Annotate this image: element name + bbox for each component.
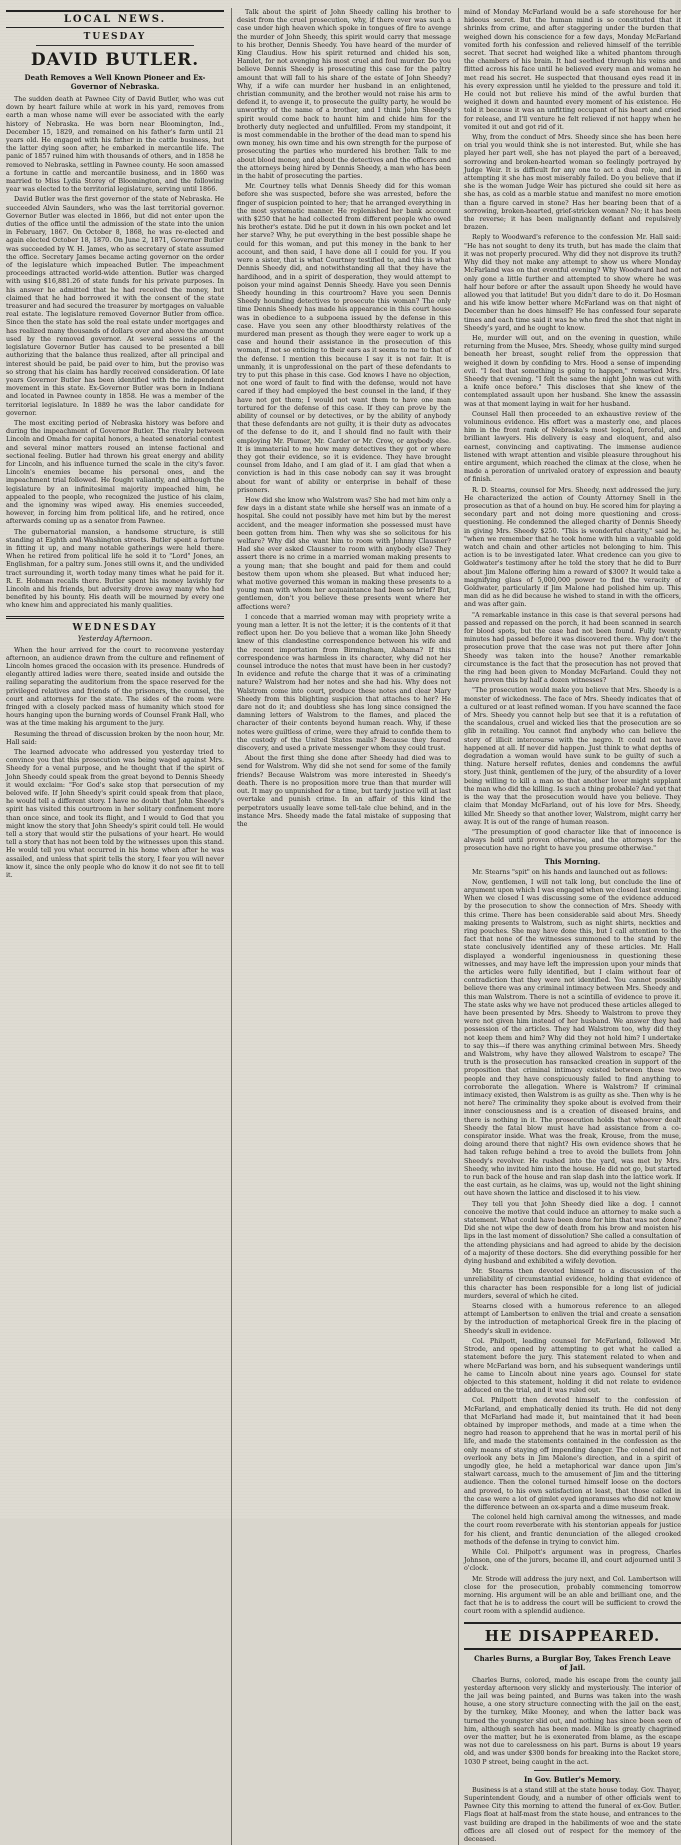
article-paragraph: When the hour arrived for the court to reconvene yesterday afternoon, an audience drawn from the culture and refinement of Lincoln homes graced the occasion with its presence. Hundreds of elegantly attired ladies were there, seated inside and outside the railing separating the auditorium from the space reserved for the privileged relatives and friends of the prisoners, the counsel, the court and attorneys for the state. The sides of the room were fringed with a closely packed mass of humanity which stood for hours hanging upon the burning words of Counsel Frank Hall, who was at the time making his argument to the jury.	[6, 645, 224, 728]
article-paragraph: While Col. Philpott's argument was in progress, Charles Johnson, one of the jurors, became ill, and court adjourned until 3 o'clock.	[464, 1547, 681, 1573]
article-paragraph: The sudden death at Pawnee City of David Butler, who was cut down by heart failure while at work in his yard, removes from earth a man whose name will ever be associated with the early history of Nebraska. He was born near Bloomington, Ind., December 15, 1829, and remained on his father's farm until 21 years old. He engaged with his father in the cattle business, but the latter dying soon after, he embarked in mercantile life. The panic of 1857 ruined him with thousands of others, and in 1858 he removed to Nebraska, settling in Pawnee county. He soon amassed a fortune in cattle and mercantile business, and in 1860 was married to Miss Lydia Storey of Bloomington, and the following year was elected to the territorial legislature, serving until 1866.	[6, 95, 224, 194]
article-paragraph: Now, gentlemen, I will not talk long, but conclude the line of argument upon which I was engaged when we closed last evening. When we closed I was discussing some of the evidence adduced by the prosecution to show the connection of Mrs. Sheedy with this crime. There has been considerable said about Mrs. Sheedy making presents to Walstrom, such as night shirts, neckties and ring pouches. She may have done this, but I call attention to the fact that none of the witnesses summoned to the stand by the state conclusively identified any of these articles. Mr. Hall displayed a wonderful ingeniousness in questioning these witnesses, and may have left the impression upon your minds that the articles were fully identified, but I claim without fear of contradiction that they were not identified. You cannot possibly believe there was any criminal intimacy between Mrs. Sheedy and this man Walstrom. There is not a scintilla of evidence to prove it. The state asks why we have not produced these articles alleged to have been presented by Mrs. Sheedy to Walstrom to prove they were not given him instead of her husband. We answer they had possession of the articles. They had Walstrom too, why did they not keep them and him? Why did they not hold him? I undertake to say this—if there was anything criminal between Mrs. Sheedy and Walstrom, why have they allowed Walstrom to escape? The truth is the prosecution has ransacked creation in support of the proposition that criminal intimacy existed between these two people and they have conspicuously failed to find anything to corroborate the allegation. Where is Walstrom? If criminal intimacy existed, then Walstrom is as guilty as she. Then why is he not here? The criminality they spoke about is evolved from their inner consciousness and is a creation of diseased brains, and there is nothing in it. The prosecution holds that whoever dealt Sheedy the fatal blow must have had assistance from a co-conspirator inside. What was the freak, Krouse, from the muse, doing around there that night? His own evidence shows that he had taken refuge behind a tree to avoid the bullets from John Sheedy's revolver. He rushed into the yard, was met by Mrs. Sheedy, who invited him into the house. He did not go, but started to run back of the house and ran slap dash into the lattice work. If the east curtain, as he claims, was up, would not the light shining out have shown the lattice and disclosed it to his view.	[464, 877, 681, 1198]
article-paragraph: I concede that a married woman may with propriety write a young man a letter. It is not the letter; it is the contents of it that reflect upon her. Do you believe that a woman like John Sheedy knew of this clandestine correspondence between his wife and the recent importation from Birmingham, Alabama? If this correspondence was harmless in its character, why did not her counsel introduce the notes that must have been in her custody? In evidence and refute the charge that it was of a criminating nature? Walstrom had her notes and she had his. Why does not Walstrom come into court, produce these notes and clear Mary Sheedy from this blighting suspicion that attaches to her? He dare not do it; and doubtless she has long since consigned the damning letters of Walstrom to the flames, and placed the character of their contents beyond human reach. Why, if these notes were guiltless of crime, were they afraid to confide them to the custody of the United States mails? Because they feared discovery, and used a private messenger whom they could trust.	[237, 612, 451, 753]
article-paragraph: Mr. Stearns then devoted himself to a discussion of the unreliability of circumstantial evidence, holding that evidence of this character has been responsible for a long list of judicial murders, several of which he cited.	[464, 1267, 681, 1300]
article-subheadline: In Gov. Butler's Memory.	[524, 1774, 621, 1784]
article-paragraph: Counsel Hall then proceeded to an exhaustive review of the voluminous evidence. His effort was a masterly one, and places him in the front rank of Nebraska's most logical, forceful, and brilliant lawyers. His delivery is easy and eloquent, and also earnest, convincing and captivating. The immense audience listened with wrapt attention and visible pleasure throughout his entire argument, which reached the climax at the close, when he made a peroration of unrivaled oratory of expression and beauty of finish.	[464, 409, 681, 484]
article-paragraph: Charles Burns, colored, made his escape from the county jail yesterday afternoon very slickly and mysteriously. The interior of the jail was being painted, and Burns was taken into the wash house, a one story structure connecting with the jail on the east, by the turnkey, Mike Mooney, and when the latter back was turned the youngster slid out, and nothing has since been seen of him, although search has been made. Mike is greatly chagrined over the matter, but he is exonerated from blame, as the escape was not due to carelessness on his part. Burns is about 19 years old, and was under $300 bonds for breaking into the Racket store, 1030 P street, being caught in the act.	[464, 1675, 681, 1766]
article-subheadline: Death Removes a Well Known Pioneer and Ex-Governor of Nebraska.	[24, 73, 206, 91]
divider	[36, 45, 194, 46]
article-paragraph: The colonel held high carnival among the witnesses, and made the court room reverberate with his stentorian appeals for justice for his client, and frantic denunciation of the alleged crooked methods of the defense in trying to convict him.	[464, 1513, 681, 1546]
article-paragraph: mind of Monday McFarland would be a safe storehouse for her hideous secret. But the human mind is so constituted that it shrinks from crime, and after staggering under the burden that weighed down his conscience for a few days, Monday McFarland vomited forth his confession and relieved himself of the terrible secret. That secret had weighed like a whited phantom through the chambers of his brain. It had seethed through his veins and flitted across his face until he believed every man and woman he met read his secret. He suspected that thousand eyes read it in his every expression until he yielded to the pressure and told it. He could not but relieve his mind of the awful burden that weighed it down and haunted every moment of his existence. He told it because it was an unfitting occupant of his heart and cried for release, and I'll venture he felt relieved if not happy when he vomited it out and got rid of it.	[464, 8, 681, 131]
article-paragraph: He, murder will out, and on the evening in question, while returning from the Musee, Mrs. Sheedy, whose guilty mind surged beneath her breast, sought relief from the oppression that weighed it down by confiding to Mrs. Hood a sense of impending evil. "I feel that something is going to happen," remarked Mrs. Sheedy that evening. "I felt the same the night John was cut with a knife once before." This discloses that she knew of the contemplated assault upon her husband. She knew the assassin was at that moment laying in wait for her husband.	[464, 333, 681, 408]
article-paragraph: The gubernatorial mansion, a handsome structure, is still standing at Eighth and Washington streets. Butler spent a fortune in fitting it up, and many notable gatherings were held there. When he retired from political life he sold it to "Lord" Jones, an Englishman, for a paltry sum. Jones still owns it, and the undivided tract surrounding it, worth today many times what he paid for it. R. E. Hobman recalls there. Butler spent his money lavishly for Lincoln and his friends, but adversity drove away many who had benefited by his bounty. His death will be mourned by every one who knew him and appreciated his manly qualities.	[6, 527, 224, 610]
article-paragraph: Mr. Stearns "spit" on his hands and launched out as follows:	[472, 867, 668, 876]
day-heading-tuesday: TUESDAY	[83, 32, 147, 42]
article-paragraph: Mr. Courtney tells what Dennis Sheedy did for this woman before she was suspected, before she was arrested, before the finger of suspicion pointed to her; that he arranged everything in the most systematic manner. He replenished her bank account with $250 that he had collected from different people who owed his brother's estate. Did he put it down in his own pocket and let her starve? Why, he put everything in the best possible shape he could for this woman, and put this money in the bank to her account, and then said, I have done all I could for you. If you were a sister, that is what Courtney testified to, and this is what Dennis Sheedy did, and notwithstanding all that they have the hardihood, and in a spirit of desperation, they would attempt to poison your mind against Dennis Sheedy. Have you seen Dennis Sheedy hounding in this courtroom? Have you seen Dennis Sheedy hounding detectives to prosecute this woman? The only time Dennis Sheedy has made his appearance in this court house was in obedience to a subpoena issued by the defense in this case. Have you seen any other bloodthirsty relatives of the murdered man present as though they were eager to work up a case and hound their assistance in the prosecution of this woman, if not so enticing to their ears as it seems to me to that of the defense. I mention this because I say it is not fair. It is unmanly, it is unprofessional on the part of these defendants to try to put this phase in this case. God knows I have no objection, not one word of fault to find with the defense, would not have cared if they had employed the best counsel in the land, if they have not got them; I would not want them to have one man tortured for the defense of this case. If they can prove by the ability of counsel or by detectives, or by the ability of anybody that these defendants are not guilty, it is their duty as advocates of the defense to do it, and I should find no fault with their employing Mr. Plumer, Mr. Carder or Mr. Crow, or anybody else. It is immaterial to me how many detectives they got or where they got their evidence, so it is evidence. They have brought counsel from Idaho, and I am glad of it. I am glad that when a conviction is had in this case nobody can say it was brought about for want of ability or enterprise in behalf of these prisoners.	[237, 182, 451, 494]
article-paragraph: How did she know who Walstrom was? She had met him only a few days in a distant state while she herself was an inmate of a hospital. She could not possibly have met him but by the merest accident, and the meager information she possessed must have been gotten from him. Then why was she so solicitous for his welfare? Why did she want him to room with Johnny Clausner? Had she ever asked Clausner to room with anybody else? They assert there is no crime in a married woman making presents to a young man; that she bought and paid for them and could bestow them upon whom she pleased. But what induced her; what motive governed this woman in making these presents to a young man with whom her acquaintance had been so brief? But, gentlemen, don't you believe these presents went where her affections were?	[237, 495, 451, 611]
article-paragraph: R. D. Stearns, counsel for Mrs. Sheedy, next addressed the jury. He characterized the action of County Attorney Snell in the prosecution as that of a hound on buy. He scored him for playing a secondary part and not doing more questioning and cross-questioning. He condemned the alleged charity of Dennis Sheedy in giving Mrs. Sheedy $250. "This is wonderful charity," said he, "when we remember that he took home with him a valuable gold watch and chain and other articles not belonging to him. This action is to be investigated later. What credence can you give to Goldwater's testimony after he told the story that he did to Burr about Jim Malone offering him a reward of $300? It would take a magnifying glass of 5,000,000 power to find the veracity of Goldwater, particularly if Jim Malone had polished him up. This man did as he did because he wished to stand in with the officers, and was after gain.	[464, 485, 681, 609]
article-paragraph: "The presumption of good character like that of innocence is always held until proven otherwise, and the attorneys for the prosecution have no right to have you presume otherwise."	[464, 827, 681, 853]
article-paragraph: "A remarkable instance in this case is that several persons had passed and repassed on the porch, it had been scanned in search for blood spots, but the case had not been found. Fully twenty minutes had passed before it was discovered there. Why don't the prosecution prove that the case was not put there after John Sheedy was taken into the house? Another remarkable circumstance is the fact that the prosecution has not proved that the ring had been given to Monday McFarland. Could they not have proven this by half a dozen witnesses?	[464, 610, 681, 685]
article-paragraph: They tell you that John Sheedy died like a dog. I cannot conceive the motive that could induce an attorney to make such a statement. What could have been done for him that was not done? Did she not wipe the dew of death from his brow and moisten his lips in the last moment of dissolution? She called a consultation of the attending physicians and had agreed to abide by the decision of a majority of these doctors. She did everything possible for her dying husband and exhibited a wifely devotion.	[464, 1199, 681, 1266]
article-paragraph: Stearns closed with a humorous reference to an alleged attempt of Lambertson to enliven the trial and create a sensation by the introduction of metaphorical Greek fire in the placing of Sheedy's skull in evidence.	[464, 1302, 681, 1335]
article-paragraph: Col. Philpott, leading counsel for McFarland, followed Mr. Strode, and opened by attempting to get what he called a statement before the jury. This statement related to when and where McFarland was born, and his subsequent wanderings until he came to Lincoln about nine years ago. Counsel for state objected to this statement, holding it did not relate to evidence adduced on the trial, and it was ruled out.	[464, 1336, 681, 1395]
article-headline: DAVID BUTLER.	[30, 50, 200, 70]
day-heading-wednesday: WEDNESDAY	[72, 622, 158, 633]
column-right	[458, 8, 681, 1845]
article-paragraph: Reply to Woodward's reference to the confession Mr. Hall said: "He has not sought to deny its truth, but has made the claim that it was not properly procured. Why did they not disprove its truth? Why did they not make any attempt to show us where Monday McFarland was on that eventful evening? Why Woodward had not only gone a little further and attempted to show where he was half hour before or after the assault upon Sheedy he would have allowed you that latitude! But you didn't dare to do it. Do Hosman and his wife know better where McFarland was on that night of December than he does himself? He has confessed four separate times and each time said it was he who fired the shot that night in Sheedy's yard, and he ought to know.	[464, 233, 681, 332]
divider	[534, 1770, 611, 1771]
article-subheadline: Yesterday Afternoon.	[77, 634, 153, 643]
article-paragraph: David Butler was the first governor of the state of Nebraska. He succeeded Alvin Saunders, who was the last territorial governor. Governor Butler was elected in 1866, but did not enter upon the duties of the office until the admission of the state into the union in February, 1867. On October 8, 1868, he was re-elected and again elected October 18, 1870. On June 2, 1871, Governor Butler was succeeded by W. H. James, who as secretary of state assumed the office. Secretary James became acting governor on the order of the legislature which impeached Butler. The impeachment proceedings attracted world-wide attention. Butler was charged with using $16,881.26 of state funds for his private purposes. In his answer he admitted that he had received the money, but claimed that he had borrowed it with the consent of the state treasurer and had secured the treasurer by mortgages on valuable real estate. The legislature removed Governor Butler from office. Since then the state has sold the real estate under mortgages and has realized many thousands of dollars over and above the amount used by the removed governor. At several sessions of the legislature Governor Butler has caused to be presented a bill authorizing that the balance thus realized, after all principal and interest should be paid, be paid over to him, but the proviso was so strong that his claim has hardly received consideration. Of late years Governor Butler has been identified with the independent movement in this state. Ex-Governor Butler was born in Indiana and located in Pawnee county in 1858. He was a member of the territorial legislature. In 1889 he was the labor candidate for governor.	[6, 195, 224, 417]
article-paragraph: Col. Philpott then devoted himself to the confession of McFarland, and emphatically denied its truth. He did not deny that McFarland had made it, but maintained that it had been obtained by improper methods, and made at a time when the negro had reason to apprehend that he was in mortal peril of his life, and made the statements contained in the confession as the only means of staying off impending danger. The colonel did not overlook any bets in Jim Malone's direction, and in a spirit of ungodly glee, he held a metaphorical war dance upon Jim's stalwart carcass, much to the amusement of Jim and the tittering audience. Then the colonel turned himself loose on the doctors and proved, to his own satisfaction at least, that those called in the case were a lot of gimlet eyed ignoramuses who did not know the difference between an ox-sparta and a dime museum freak.	[464, 1396, 681, 1511]
article-subheadline: Charles Burns, a Burglar Boy, Takes French Leave of Jail.	[474, 1653, 671, 1672]
article-paragraph: Why, from the conduct of Mrs. Sheedy since she has been here on trial you would think she is not interested. But, while she has played her part well, she has not played the part of a bereaved, sorrowing and broken-hearted woman so feelingly portrayed by Judge Weir. It is difficult for any one to act a dual role, and in attempting it she has most miserably failed. Do you believe that if she is the woman Judge Weir has pictured she could sit here as she has, as cold as a marble statue and manifest no more emotion than a figure carved in stone? Has her bearing been that of a sorrowing, broken-hearted, grief-stricken woman? No; it has been the reverse; it has been malignantly defiant and repulsively brazen.	[464, 133, 681, 232]
article-headline: HE DISAPPEARED.	[464, 1622, 681, 1650]
section-heading: LOCAL NEWS.	[6, 10, 224, 28]
article-paragraph: The most exciting period of Nebraska history was before and during the impeachment of Governor Butler. The rivalry between Lincoln and Omaha for capital honors, a heated senatorial contest and several minor matters roused an intense factional and sectional feeling. Butler had thrown his great energy and ability for Lincoln, and his influence turned the scale in the city's favor. Lincoln's enemies became his personal ones, and the impeachment trial followed. He fought valiantly, and although the legislature by an infinitesimal majority impeached him, he appealed to the people, who recognized the justice of his claim, and the ignominy was wiped away. His enemies succeeded, however, in forcing him from political life, and he retired, once afterwards coming up as a senator from Pawnee.	[6, 418, 224, 526]
divider	[6, 616, 224, 619]
article-paragraph: "The prosecution would make you believe that Mrs. Sheedy is a monster of wickedness. The face of Mrs. Sheedy indicates that of a cultured or at least refined woman. If you have scanned the face of Mrs. Sheedy you cannot help but see that it is a refutation of the scandalous, cruel and wicked lies that the prosecution are so glib in retailing. You cannot find anybody who can believe the story of illicit intercourse with the negro. It could not have happened at all. If never did happen. Just think to what depths of degradation a woman would have sunk to be guilty of such a thing. Nature herself refutes, denies and condemns the awful story. Just think, gentlemen of the jury, of the absurdity of a lover being willing to kill a man so that another lover might supplant the man who did the killing. Is such a thing probable? And yet that is the way that the prosecution would have you believe. They claim that Monday McFarland, out of his love for Mrs. Sheedy, killed Mr. Sheedy so that another lover, Walstrom, might carry her away. It is out of the range of human reason.	[464, 686, 681, 826]
article-paragraph: The learned advocate who addressed you yesterday tried to convince you that this prosecution was being waged against Mrs. Sheedy for a venal purpose, and he thought that if the spirit of John Sheedy could speak from the great beyond to Dennis Sheedy it would exclaim: "For God's sake stop that persecution of my beloved wife. If John Sheedy's spirit could speak from that place, he would tell a different story. I have no doubt that John Sheedy's spirit has visited this courtroom in her solitary confinement more than once since, and took its flight, and I would to God that you might know the story that John Sheedy's spirit could tell. He would tell a story that would stir the pulsations of your heart. He would tell a story that has not been told by the witnesses upon this stand. He would tell you what occurred in his home when after he was assailed, and unless that spirit tells the story, I fear you will never know it, since the only people who do know it do not see fit to tell it.	[6, 748, 225, 880]
page-columns	[6, 8, 681, 1844]
article-subheadline: This Morning.	[544, 856, 601, 866]
article-paragraph: Mr. Strode will address the jury next, and Col. Lambertson will close for the prosecution, probably commencing tomorrow morning. His argument will be an able and brilliant one, and the fact that he is to address the court will be sufficient to crowd the court room with a splendid audience.	[464, 1574, 681, 1616]
column-left	[6, 8, 224, 1845]
column-middle	[231, 8, 451, 1845]
article-paragraph: Business is at a stand still at the state house today. Gov. Thayer, Superintendent Goudy, and a number of other officials went to Pawnee City this morning to attend the funeral of ex-Gov. Butler. Flags float at half-mast from the state house, and entrances to the vast building are draped in the habiliments of woe and the state offices are all closed out of respect for the memory of the deceased.	[464, 1785, 681, 1844]
article-paragraph: Talk about the spirit of John Sheedy calling his brother to desist from the cruel prosecution, why, if there ever was such a case under high heaven which spoke in tongues of fire to avenge the murder of John Sheedy, this spirit would carry that message to his brother, Dennis Sheedy. You have heard of the murder of King Claudius. How his spirit returned and chided his son, Hamlet, for not avenging his most cruel and foul murder. Do you believe Dennis Sheedy is prosecuting this case for the paltry amount that will fall to his share of the estate of John Sheedy? Why, if a wife can murder her husband in an enlightened, christian community, and the brother would not raise his arm to defend it, to avenge it, to prosecute the guilty party, he would be unworthy of the name of a brother, and I think John Sheedy's spirit would come back to haunt him and chide him for the brotherly duty neglected and unfulfilled. From my standpoint, it is most commendable in the brother of the dead man to spend his own money, his own time and his own strength for the purpose of prosecuting the parties who murdered his brother. Talk to me about blood money, and about the detectives and the officers and the attorneys being hired by Dennis Sheedy, a man who has been in the habit of prosecuting the parties.	[237, 8, 451, 181]
article-paragraph: About the first thing she done after Sheedy had died was to send for Walstrom. Why did she not send for some of the family friends? Because Walstrom was more interested in Sheedy's death. There is no proposition more true than that murder will out. It may go unpunished for a time, but tardy justice will at last overtake and punish crime. In an affair of this kind the perpetrators usually leave some tell-tale clue behind, and in the instance Mrs. Sheedy made the fatal mistake of supposing that the	[237, 754, 451, 828]
article-paragraph: Resuming the thread of discussion broken by the noon hour, Mr. Hall said:	[6, 729, 224, 746]
